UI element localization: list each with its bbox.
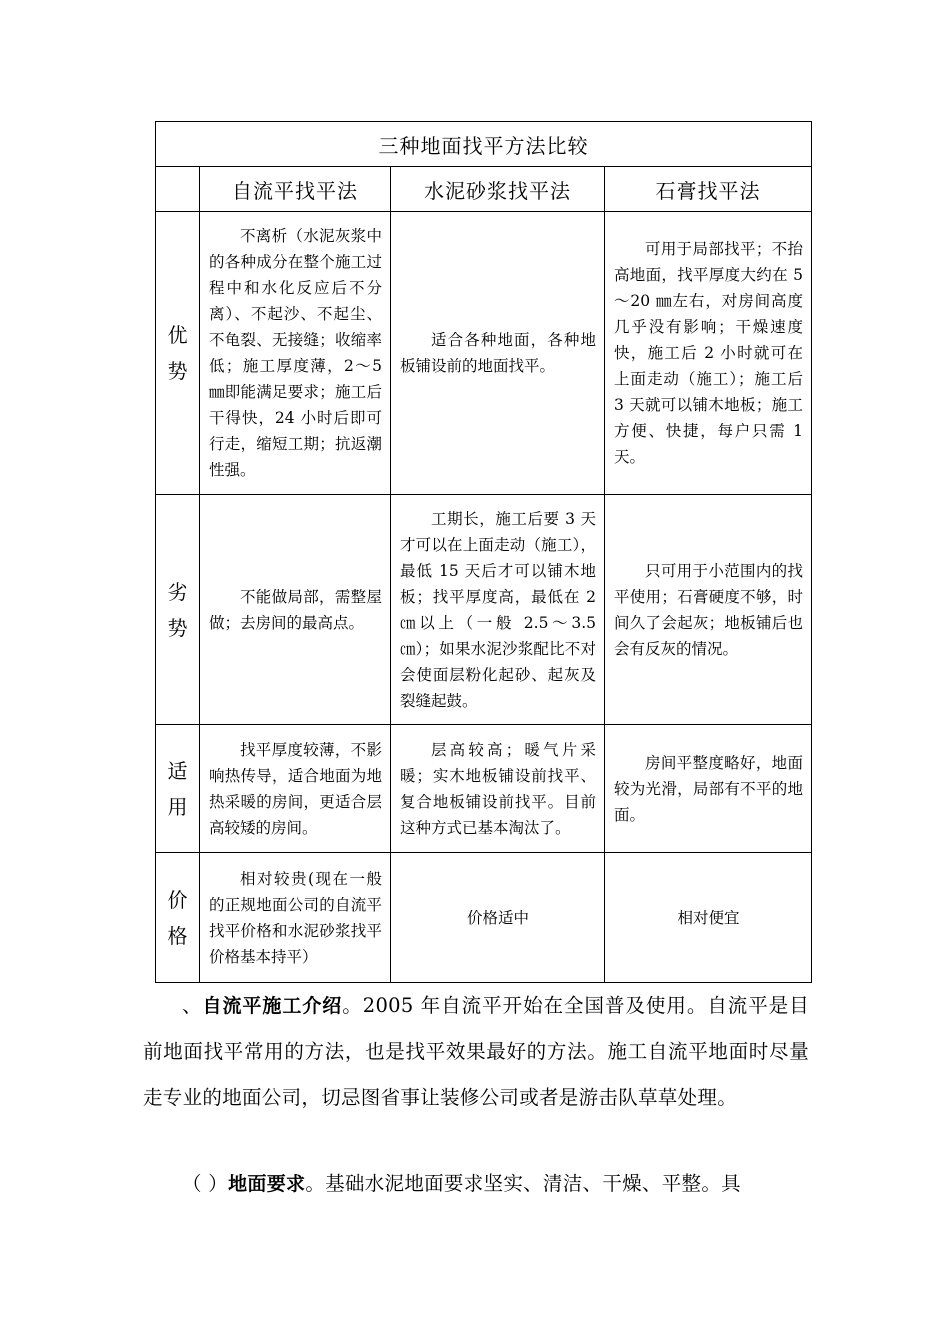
table-row-advantages: [156, 212, 812, 495]
row-label-applicability: 适 用: [156, 725, 200, 853]
cell-price-self-leveling: 相对较贵(现在一般的正规地面公司的自流平找平价格和水泥砂浆找平价格基本持平）: [200, 853, 391, 983]
header-gypsum: 石膏找平法: [605, 167, 812, 212]
cell-advantages-gypsum: 可用于局部找平；不抬高地面，找平厚度大约在 5～20 ㎜左右，对房间高度几乎没有影响；干燥速度快，施工后 2 小时就可在上面走动（施工）；施工后 3 天就可以铺木地板；施工方便、快捷，每户只需 1 天。: [605, 212, 812, 495]
row-label-advantages: 优 势: [156, 212, 200, 495]
paragraph-heading: 地面要求: [228, 1173, 306, 1195]
header-empty-cell: [156, 167, 200, 212]
cell-price-gypsum: 相对便宜: [605, 853, 812, 983]
cell-applicability-gypsum: 房间平整度略好，地面较为光滑，局部有不平的地面。: [605, 725, 812, 853]
row-label-price: 价 格: [156, 853, 200, 983]
table-row-applicability: [156, 725, 812, 853]
cell-price-cement-mortar: 价格适中: [391, 853, 605, 983]
cell-applicability-self-leveling: 找平厚度较薄，不影响热传导，适合地面为地热采暖的房间，更适合层高较矮的房间。: [200, 725, 391, 853]
cell-applicability-cement-mortar: 层高较高；暖气片采暖；实木地板铺设前找平、复合地板铺设前找平。目前这种方式已基本淘汰了。: [391, 725, 605, 853]
header-self-leveling: 自流平找平法: [200, 167, 391, 212]
paragraph-heading: 自流平施工介绍: [202, 995, 343, 1017]
row-label-disadvantages: 劣 势: [156, 495, 200, 725]
comparison-table: [155, 121, 812, 983]
table-row-price: [156, 853, 812, 983]
table-row-disadvantages: [156, 495, 812, 725]
cell-advantages-self-leveling: 不离析（水泥灰浆中的各种成分在整个施工过程中和水化反应后不分离）、不起沙、不起尘、不龟裂、无接缝；收缩率低；施工厚度薄，2～5 ㎜即能满足要求；施工后干得快，24 小时后即可行走，缩短工期；抗返潮性强。: [200, 212, 391, 495]
cell-advantages-cement-mortar: 适合各种地面，各种地板铺设前的地面找平。: [391, 212, 605, 495]
paragraph-floor-requirements: （ ）地面要求。基础水泥地面要求坚实、清洁、干燥、平整。具: [182, 1172, 741, 1195]
cell-disadvantages-gypsum: 只可用于小范围内的找平使用；石膏硬度不够，时间久了会起灰；地板铺后也会有反灰的情况。: [605, 495, 812, 725]
header-cement-mortar: 水泥砂浆找平法: [391, 167, 605, 212]
cell-disadvantages-cement-mortar: 工期长，施工后要 3 天才可以在上面走动（施工），最低 15 天后才可以铺木地板；找平厚度高，最低在 2 ㎝以上（一般 2.5～3.5 ㎝）；如果水泥沙浆配比不对会使面层粉化起砂、起灰及裂缝起鼓。: [391, 495, 605, 725]
table-title: 三种地面找平方法比较: [156, 122, 812, 167]
paragraph-self-leveling-intro: 、自流平施工介绍。2005 年自流平开始在全国普及使用。自流平是目前地面找平常用的方法，也是找平效果最好的方法。施工自流平地面时尽量走专业的地面公司，切忌图省事让装修公司或者是游击队草草处理。: [143, 994, 809, 1109]
cell-disadvantages-self-leveling: 不能做局部，需整屋做；去房间的最高点。: [200, 495, 391, 725]
